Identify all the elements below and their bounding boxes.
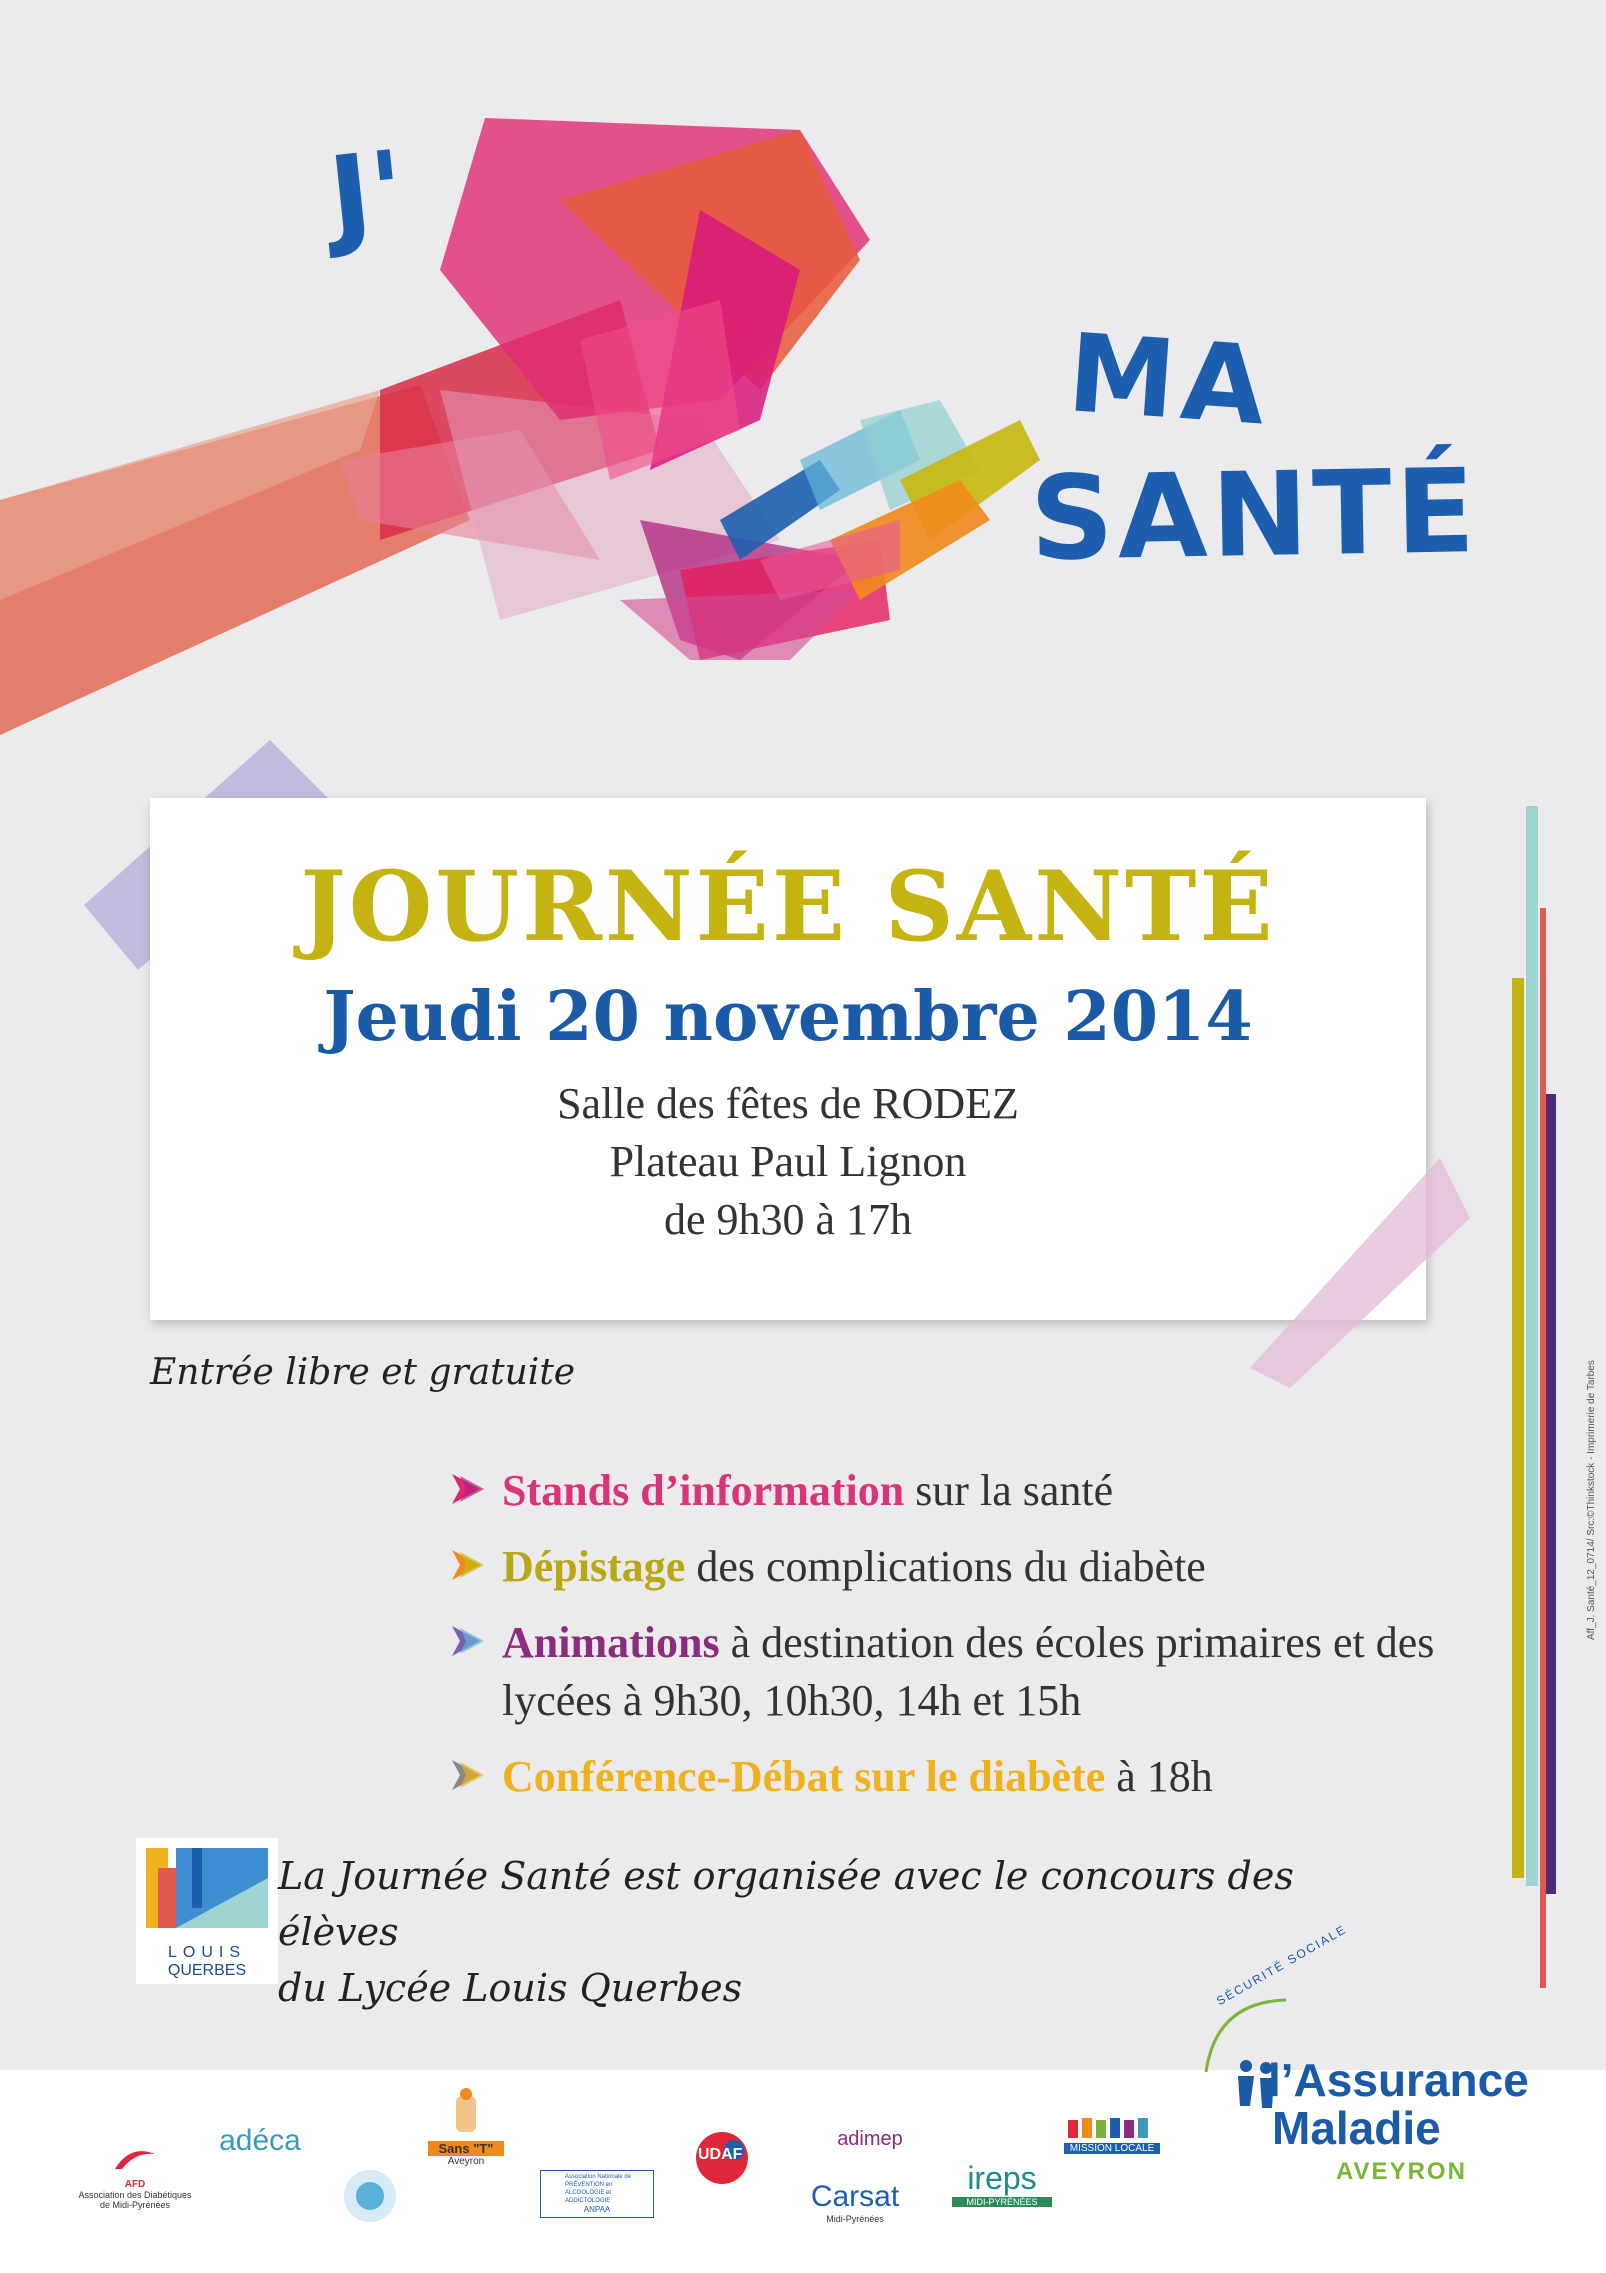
program-list: [450, 1462, 1450, 1824]
event-hours: de 9h30 à 17h: [663, 1195, 913, 1244]
logo-text-louis: LOUIS: [167, 1944, 246, 1961]
event-card: [150, 798, 1426, 1320]
program-item: [450, 1462, 1450, 1520]
hand-icon: [446, 2086, 486, 2136]
program-item: [450, 1614, 1450, 1730]
carsat-logo: Carsat Midi-Pyrénées: [810, 2180, 900, 2224]
louis-querbes-logo: [136, 1838, 278, 1984]
arrow-icon: [450, 1624, 486, 1658]
arrow-icon: [450, 1548, 486, 1582]
association-emblem-icon: [340, 2166, 400, 2226]
program-item: [450, 1748, 1450, 1806]
assurance-maladie-name: [1268, 2056, 1529, 2152]
securite-sociale-label: SÉCURITÉ SOCIALE: [1214, 1921, 1350, 2009]
event-title: JOURNÉE SANTÉ: [300, 850, 1276, 963]
udaf-logo: UDAF: [686, 2128, 758, 2188]
program-item: [450, 1538, 1450, 1596]
decorative-bar-purple: [1546, 1094, 1556, 1894]
logo-text-querbes: QUERBES: [167, 1962, 247, 1979]
headline-j: J': [323, 126, 412, 262]
headline-ma: MA: [1063, 311, 1276, 450]
arrow-icon: [450, 1472, 486, 1506]
decorative-bar-teal: [1526, 806, 1538, 1886]
program-text: des complications du diabète: [685, 1542, 1206, 1591]
collaboration-section: [136, 1838, 1336, 2010]
adeca-logo: adéca: [219, 2124, 301, 2157]
people-icon: [1064, 2116, 1160, 2138]
program-text: à destination des écoles primaires et des lycées à 9h30, 10h30, 14h et 15h: [502, 1618, 1435, 1725]
program-highlight: Conférence-Débat sur le diabète: [502, 1752, 1106, 1801]
entry-note: Entrée libre et gratuite: [150, 1352, 576, 1393]
headline-sante: SANTÉ: [1028, 444, 1480, 587]
adimep-logo: adimep: [837, 2128, 903, 2150]
assurance-region: AVEYRON: [1336, 2158, 1467, 2185]
program-highlight: Stands d’information: [502, 1466, 905, 1515]
collaboration-line2: du Lycée Louis Querbes: [278, 1966, 743, 2010]
event-date: Jeudi 20 novembre 2014: [323, 977, 1253, 1057]
program-highlight: Dépistage: [502, 1542, 686, 1591]
print-credit: Aff_J. Santé_12_0714/ Src:©Thinkstock - Imprimerie de Tarbes: [1586, 1360, 1597, 1640]
assurance-name-line1: l’Assurance: [1268, 2054, 1529, 2106]
mission-locale-logo: MISSION LOCALE: [1064, 2116, 1160, 2154]
collaboration-line1: La Journée Santé est organisée avec le concours des élèves: [278, 1854, 1294, 1954]
decorative-bar-olive: [1512, 978, 1524, 1878]
program-text: sur la santé: [904, 1466, 1114, 1515]
sans-t-logo: Sans "T" Aveyron: [428, 2086, 504, 2167]
assurance-name-line2: Maladie: [1272, 2102, 1441, 2154]
afd-logo: AFD Association des Diabétiques de Midi-Pyrénées: [50, 2144, 220, 2210]
afd-swoosh-icon: [110, 2144, 160, 2174]
program-highlight: Animations: [502, 1618, 720, 1667]
anpaa-logo: Association Nationale de PRÉVENTION en ALCOOLOGIE et ADDICTOLOGIE ANPAA: [540, 2170, 654, 2218]
arrow-icon: [450, 1758, 486, 1792]
ireps-logo: ireps MIDI-PYRÉNÉES: [952, 2160, 1052, 2207]
event-venue-line2: Plateau Paul Lignon: [609, 1137, 967, 1186]
event-venue-line1: Salle des fêtes de RODEZ: [557, 1079, 1019, 1128]
louis-querbes-emblem-icon: [136, 1838, 278, 1938]
program-text: à 18h: [1105, 1752, 1213, 1801]
decorative-tape-right: [1250, 1158, 1480, 1388]
